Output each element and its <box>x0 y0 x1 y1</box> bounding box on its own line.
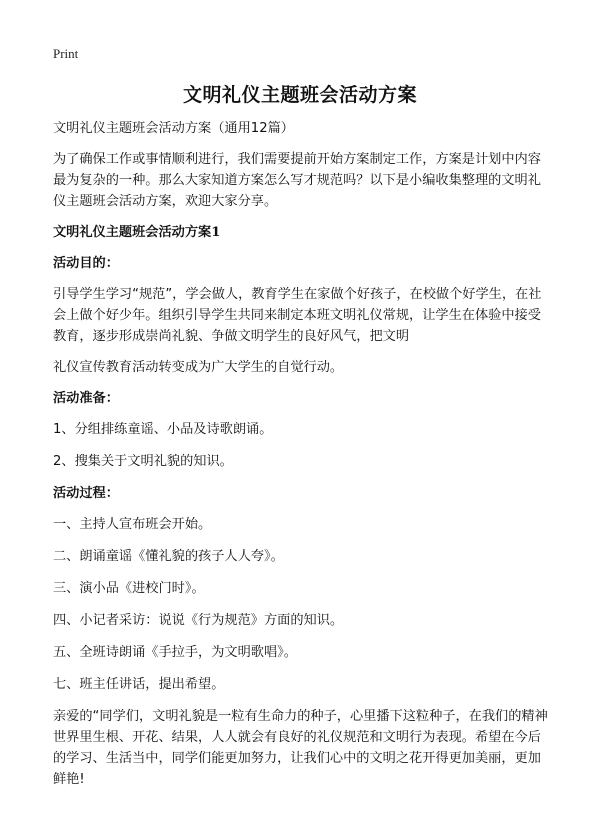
document-body <box>53 118 553 790</box>
purpose-paragraph-continued: 礼仪宣传教育活动转变成为广大学生的自觉行动。 <box>53 360 344 375</box>
process-item: 七、班主任讲话，提出希望。 <box>53 677 225 692</box>
preparation-heading: 活动准备： <box>53 391 119 406</box>
process-item: 三、演小品《进校门时》。 <box>53 581 205 596</box>
purpose-heading: 活动目的： <box>53 256 119 271</box>
closing-paragraph: 亲爱的“同学们，文明礼貌是一粒有生命力的种子，心里播下这粒种子，在我们的精神世界里生根、开花、结果，人人就会有良好的礼仪规范和文明行为表现。希望在今后的学习、生活当中，同学们能更加努力，让我们心中的文明之花开得更加美丽，更加鲜艳! <box>53 709 548 787</box>
purpose-paragraph: 引导学生学习“规范”，学会做人，教育学生在家做个好孩子，在校做个好学生，在社会上做个好少年。组织引导学生共同来制定本班文明礼仪常规，让学生在体验中接受教育，逐步形成崇尚礼貌、争做文明学生的良好风气，把文明 <box>53 287 542 344</box>
process-item: 四、小记者采访：说说《行为规范》方面的知识。 <box>53 613 344 628</box>
preparation-item: 2、搜集关于文明礼貌的知识。 <box>53 454 233 469</box>
process-heading: 活动过程： <box>53 486 119 501</box>
intro-paragraph: 为了确保工作或事情顺利进行，我们需要提前开始方案制定工作，方案是计划中内容最为复杂的一种。那么大家知道方案怎么写才规范吗？以下是小编收集整理的文明礼仪主题班会活动方案，欢迎大家分享。 <box>53 152 541 209</box>
print-label[interactable]: Print <box>53 46 79 61</box>
process-item: 一、主持人宣布班会开始。 <box>53 517 212 532</box>
preparation-item: 1、分组排练童谣、小品及诗歌朗诵。 <box>53 422 273 437</box>
process-item: 五、全班诗朗诵《手拉手，为文明歌唱》。 <box>53 645 297 660</box>
section-title: 文明礼仪主题班会活动方案1 <box>53 225 221 240</box>
document-subtitle: 文明礼仪主题班会活动方案（通用12篇） <box>53 121 294 136</box>
process-item: 二、朗诵童谣《懂礼貌的孩子人人夸》。 <box>53 549 284 564</box>
document-title: 文明礼仪主题班会活动方案 <box>182 84 417 106</box>
